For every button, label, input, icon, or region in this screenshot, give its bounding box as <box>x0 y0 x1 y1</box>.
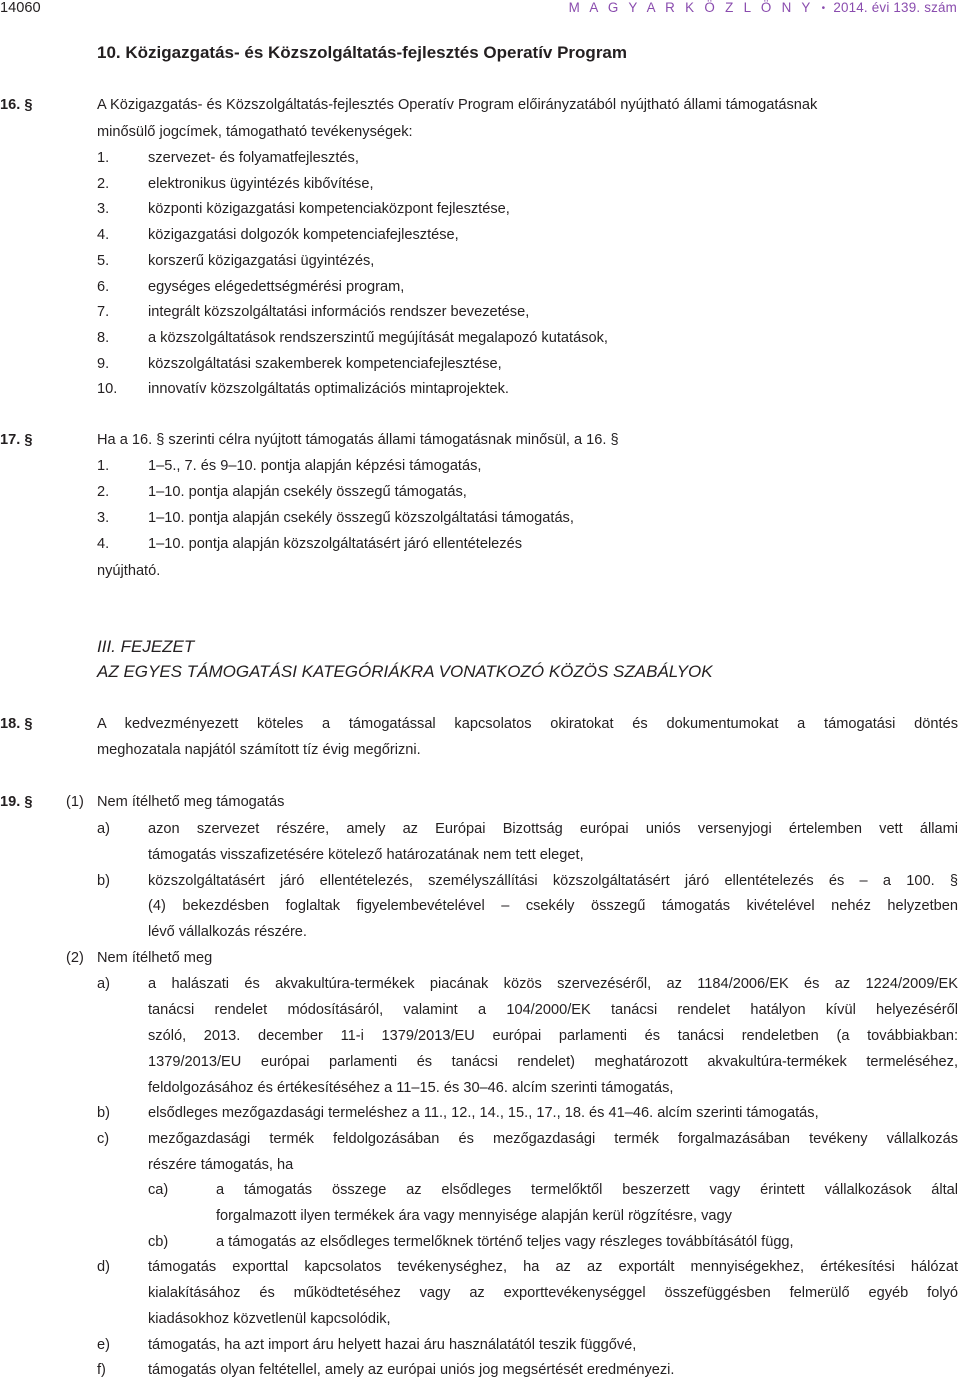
p19-s2-a-line1: a halászati és akvakultúra-termékek piacának közös szervezéséről, az 1184/2006/EK és az 1224/2009/EK <box>148 976 958 992</box>
p19-s1-a-line1: azon szervezet részére, amely az Európai Bizottság európai uniós versenyjogi értelemben vett állami <box>148 821 958 837</box>
p19-s2-f-line1: támogatás olyan feltétellel, amely az európai uniós jog megsértését eredményezi. <box>148 1362 675 1378</box>
p16-item-text: szervezet- és folyamatfejlesztés, <box>148 150 359 166</box>
p19-s2-label: (2) <box>66 950 84 966</box>
p19-s2-f-label: f) <box>97 1362 106 1378</box>
paragraph-number-16: 16. § <box>0 97 33 113</box>
chapter-number: III. FEJEZET <box>97 637 195 656</box>
p19-s2-b-line1: elsődleges mezőgazdasági termeléshez a 11., 12., 14., 15., 17., 18. és 41–46. alcím szerinti támogatás, <box>148 1105 819 1121</box>
p19-s2-e-line1: támogatás, ha azt import áru helyett hazai áru használatától teszik függővé, <box>148 1337 637 1353</box>
p17-intro: Ha a 16. § szerinti célra nyújtott támogatás állami támogatásnak minősül, a 16. § <box>97 432 619 448</box>
journal-title: M A G Y A R K Ö Z L Ö N Y <box>568 0 814 15</box>
paragraph-number-19: 19. § <box>0 794 33 810</box>
p19-s2-cb-label: cb) <box>148 1234 169 1250</box>
p16-item-number: 3. <box>97 201 110 218</box>
paragraph-number-17: 17. § <box>0 432 33 448</box>
p19-s1-b-line1: közszolgáltatásért járó ellentételezés, személyszállítási közszolgáltatásért járó ellentételezés és – a 100. § <box>148 873 958 889</box>
p19-s1-b-line2: (4) bekezdésben foglaltak figyelembevételével – csekély összegű támogatás kivételével nehéz helyzetben <box>148 898 958 914</box>
chapter-title: AZ EGYES TÁMOGATÁSI KATEGÓRIÁKRA VONATKOZÓ KÖZÖS SZABÁLYOK <box>97 662 713 681</box>
p16-item-text: korszerű közigazgatási ügyintézés, <box>148 252 375 269</box>
p16-item-text: a közszolgáltatások rendszerszintű megújítását megalapozó kutatások, <box>148 329 608 346</box>
p19-s2-e-label: e) <box>97 1337 110 1353</box>
p16-item-number: 8. <box>97 329 110 346</box>
p16-intro-line1: A Közigazgatás- és Közszolgáltatás-fejlesztés Operatív Program előirányzatából nyújtható állami támogatásnak <box>97 97 818 113</box>
p19-s1-label: (1) <box>66 794 84 810</box>
p16-item-number: 6. <box>97 278 110 295</box>
journal-header <box>569 0 957 15</box>
p19-s1-a-line2: támogatás visszafizetésére kötelező határozatának nem tett eleget, <box>148 847 584 863</box>
page-number: 14060 <box>0 0 41 16</box>
p17-item-text: 1–10. pontja alapján csekély összegű közszolgáltatási támogatás, <box>148 510 574 526</box>
p19-s2-b-label: b) <box>97 1105 110 1121</box>
p19-s2-a-label: a) <box>97 976 110 992</box>
p18-line1: A kedvezményezett köteles a támogatással kapcsolatos okiratokat és dokumentumokat a támogatási döntés <box>97 716 958 732</box>
p16-item-number: 9. <box>97 355 110 372</box>
p19-s2-d-line1: támogatás exporttal kapcsolatos tevékenységhez, ha az az exportált mennyiségekhez, értékesítési hálózat <box>148 1259 958 1275</box>
p16-item-text: közigazgatási dolgozók kompetenciafejlesztése, <box>148 227 459 244</box>
p19-s1-b-label: b) <box>97 873 110 889</box>
p16-item-number: 10. <box>97 381 118 398</box>
p16-item-text: innovatív közszolgáltatás optimalizációs mintaprojektek. <box>148 381 509 398</box>
p19-s2-a-line2: tanácsi rendelet módosításáról, valamint a 104/2000/EK tanácsi rendelet hatályon kívül helyezéséről <box>148 1002 958 1018</box>
p17-item-number: 2. <box>97 484 110 500</box>
p17-item-text: 1–10. pontja alapján csekély összegű támogatás, <box>148 484 467 500</box>
p16-item-number: 5. <box>97 252 110 269</box>
p19-s2-a-line3: szóló, 2013. december 11-i 1379/2013/EU európai parlamenti és tanácsi rendeletben (a továbbiakban: <box>148 1028 958 1044</box>
p19-s2-cb-line1: a támogatás az elsődleges termelőknek történő teljes vagy részleges továbbításától függ, <box>216 1234 794 1250</box>
p19-s2-d-line2: kialakításához és működtetéséhez vagy az exporttevékenységgel összefüggésben felmerülő egyéb folyó <box>148 1285 958 1301</box>
p19-s2-ca-label: ca) <box>148 1182 169 1198</box>
p16-item-text: integrált közszolgáltatási információs rendszer bevezetése, <box>148 304 530 321</box>
p16-intro-line2: minősülő jogcímek, támogatható tevékenységek: <box>97 124 413 140</box>
p16-item-number: 2. <box>97 175 110 192</box>
p19-s2-a-line5: feldolgozásához és értékesítéséhez a 11–15. és 30–46. alcím szerinti támogatás, <box>148 1080 674 1096</box>
p16-item-text: egységes elégedettségmérési program, <box>148 278 405 295</box>
p19-s2-ca-line2: forgalmazott ilyen termékek ára vagy mennyisége alapján kerül rögzítésre, vagy <box>216 1208 732 1224</box>
p19-s1-b-line3: lévő vállalkozás részére. <box>148 924 307 940</box>
p19-s1-a-label: a) <box>97 821 110 837</box>
p19-s2-d-label: d) <box>97 1259 110 1275</box>
p17-item-number: 3. <box>97 510 110 526</box>
p16-item-number: 4. <box>97 227 110 244</box>
p17-closing: nyújtható. <box>97 563 161 579</box>
p18-line2: meghozatala napjától számított tíz évig megőrizni. <box>97 742 421 758</box>
header-bullet: • <box>821 3 826 14</box>
p17-item-text: 1–10. pontja alapján közszolgáltatásért járó ellentételezés <box>148 536 523 552</box>
p19-s2-c-line2: részére támogatás, ha <box>148 1157 294 1173</box>
p19-s2-ca-line1: a támogatás összege az elsődleges termelőktől beszerzett vagy érintett vállalkozások által <box>216 1182 958 1198</box>
p17-item-text: 1–5., 7. és 9–10. pontja alapján képzési támogatás, <box>148 458 482 474</box>
p16-item-number: 7. <box>97 304 110 321</box>
p16-item-text: közszolgáltatási szakemberek kompetenciafejlesztése, <box>148 355 502 372</box>
p16-item-text: elektronikus ügyintézés kibővítése, <box>148 175 374 192</box>
p17-item-number: 4. <box>97 536 110 552</box>
p19-s2-d-line3: kiadásokhoz közvetlenül kapcsolódik, <box>148 1311 391 1327</box>
issue-number: 2014. évi 139. szám <box>833 0 957 15</box>
section-title: 10. Közigazgatás- és Közszolgáltatás-fejlesztés Operatív Program <box>97 43 628 62</box>
p19-s2-c-line1: mezőgazdasági termék feldolgozásában és mezőgazdasági termék forgalmazásában tevékeny vállalkozás <box>148 1131 958 1147</box>
p19-s2-c-label: c) <box>97 1131 110 1147</box>
p17-item-number: 1. <box>97 458 110 474</box>
p19-s2-a-line4: 1379/2013/EU európai parlamenti és tanácsi rendelet) meghatározott akvakultúra-termékek termeléséhez, <box>148 1054 958 1070</box>
p16-item-number: 1. <box>97 150 110 166</box>
p16-item-text: központi közigazgatási kompetenciaközpont fejlesztése, <box>148 201 510 218</box>
p19-s2-intro: Nem ítélhető meg <box>97 950 213 966</box>
paragraph-number-18: 18. § <box>0 716 33 732</box>
p19-s1-intro: Nem ítélhető meg támogatás <box>97 794 285 810</box>
